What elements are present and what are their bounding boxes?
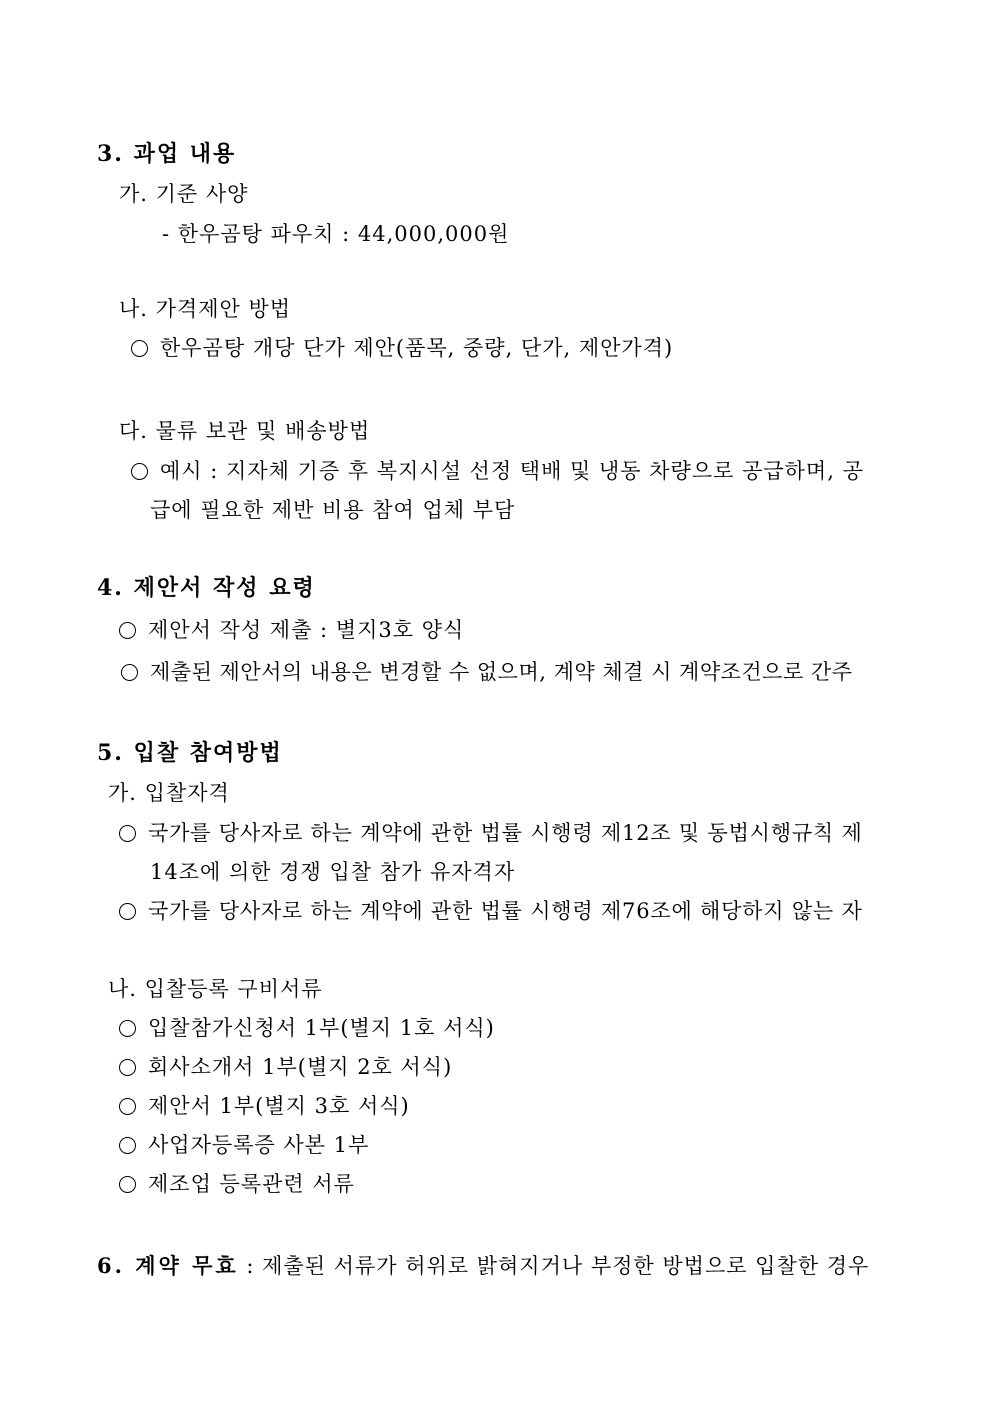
circle-bullet-icon <box>119 1059 136 1076</box>
section-3c-item-cont: 급에 필요한 제반 비용 참여 업체 부담 <box>150 498 516 522</box>
section-3a-title: 가. 기준 사양 <box>119 182 249 206</box>
section-6-text: : 제출된 서류가 허위로 밝혀지거나 부정한 방법으로 입찰한 경우 <box>238 1254 870 1278</box>
section-3c-title: 다. 물류 보관 및 배송방법 <box>119 419 371 443</box>
section-5b-item: 입찰참가신청서 1부(별지 1호 서식) <box>119 1014 495 1042</box>
section-3c-item: 예시 : 지자체 기증 후 복지시설 선정 택배 및 냉동 차량으로 공급하며, 공 <box>131 457 864 485</box>
circle-bullet-icon <box>119 903 136 920</box>
circle-bullet-icon <box>121 664 138 681</box>
circle-bullet-icon <box>119 1098 136 1115</box>
section-5b-item: 회사소개서 1부(별지 2호 서식) <box>119 1053 452 1081</box>
circle-bullet-icon <box>131 463 148 480</box>
section-4-item: 제안서 작성 제출 : 별지3호 양식 <box>119 616 464 644</box>
section-4-item: 제출된 제안서의 내용은 변경할 수 없으며, 계약 체결 시 계약조건으로 간주 <box>121 658 853 686</box>
section-5b-item: 제안서 1부(별지 3호 서식) <box>119 1092 410 1120</box>
section-3a-item: - 한우곰탕 파우치 : 44,000,000원 <box>162 222 510 246</box>
section-5a-item-cont: 14조에 의한 경쟁 입찰 참가 유자격자 <box>150 860 516 884</box>
section-5b-title: 나. 입찰등록 구비서류 <box>108 977 323 1001</box>
circle-bullet-icon <box>119 622 136 639</box>
section-5b-item: 사업자등록증 사본 1부 <box>119 1131 369 1159</box>
circle-bullet-icon <box>119 825 136 842</box>
section-5a-item: 국가를 당사자로 하는 계약에 관한 법률 시행령 제76조에 해당하지 않는 자 <box>119 897 863 925</box>
circle-bullet-icon <box>131 340 148 357</box>
section-5-title: 5. 입찰 참여방법 <box>97 740 283 766</box>
section-5a-title: 가. 입찰자격 <box>108 781 230 805</box>
section-6 <box>97 1252 869 1280</box>
circle-bullet-icon <box>119 1137 136 1154</box>
section-4-title: 4. 제안서 작성 요령 <box>97 575 316 601</box>
section-3b-item: 한우곰탕 개당 단가 제안(품목, 중량, 단가, 제안가격) <box>131 334 673 362</box>
section-6-title: 6. 계약 무효 <box>97 1253 239 1278</box>
section-5b-item: 제조업 등록관련 서류 <box>119 1170 355 1198</box>
section-5a-item: 국가를 당사자로 하는 계약에 관한 법률 시행령 제12조 및 동법시행규칙 제 <box>119 819 863 847</box>
section-3-title: 3. 과업 내용 <box>97 141 237 167</box>
circle-bullet-icon <box>119 1020 136 1037</box>
section-3b-title: 나. 가격제안 방법 <box>119 297 292 321</box>
circle-bullet-icon <box>119 1176 136 1193</box>
